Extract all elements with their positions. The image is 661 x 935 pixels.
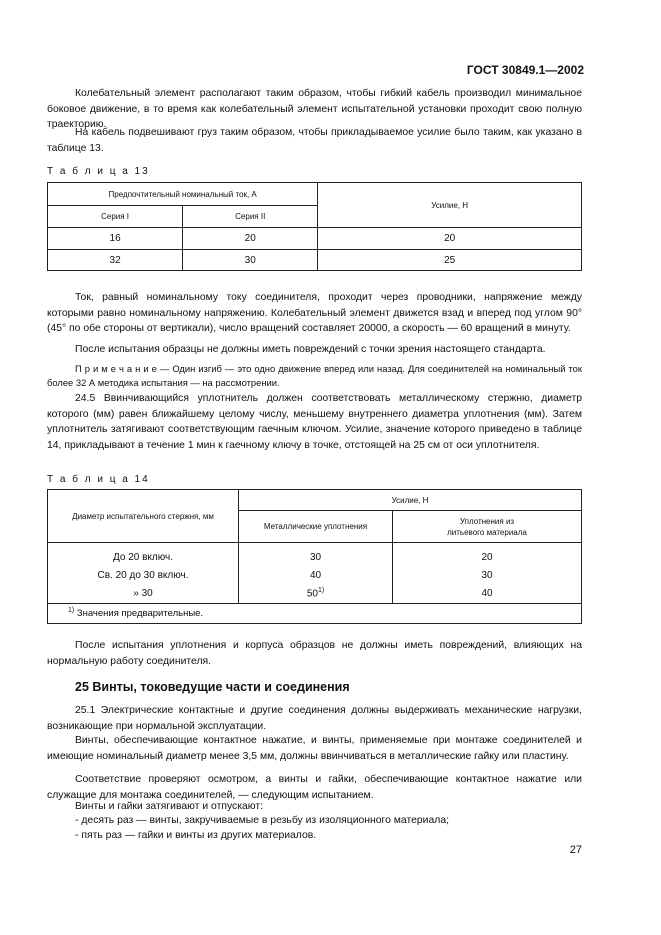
list-item: - десять раз — винты, закручиваемые в резьбу из изоляционного материала; (75, 815, 449, 826)
table13-caption: Т а б л и ц а 13 (47, 166, 150, 177)
paragraph: 24.5 Ввинчивающийся уплотнитель должен соответствовать металлическому стержню, диаметр которого (мм) равен ближайшему целому числу, меньшему внутреннего диаметра уплотнения (мм). Затем уплотнитель затягивают соответствующим гаечным ключом. Усилие, значение которого приведено в таблице 14, прикладывают в течение 1 мин к гаечному ключу в точке, отстоящей на 25 см от оси уплотнителя. (47, 393, 582, 451)
table-row (48, 228, 582, 250)
paragraph: После испытания уплотнения и корпуса образцов не должны иметь повреждений, влияющих на нормальную работу соединителя. (47, 640, 582, 667)
cell: До 20 включ. (48, 543, 239, 567)
table14-caption: Т а б л и ц а 14 (47, 474, 150, 485)
cell: 32 (48, 250, 183, 271)
header-metal: Металлические уплотнения (239, 511, 393, 543)
header-force: Усилие, Н (318, 183, 582, 228)
cell: 20 (393, 543, 582, 567)
cell: 25 (318, 250, 582, 271)
list-item: - пять раз — гайки и винты из других материалов. (75, 830, 317, 841)
cell: 20 (183, 228, 318, 250)
paragraph: Ток, равный номинальному току соединителя, проходит через проводники, напряжение между которыми равно номинальному напряжению. Колебательный элемент движется взад и вперед под углом 90° (45° по обе стороны от вертикали), число вращений составляет 20000, а скорость — 60 вращений в минуту. (47, 292, 582, 334)
cell: 20 (318, 228, 582, 250)
note-label: П р и м е ч а н и е (75, 363, 157, 374)
header-force: Усилие, Н (239, 490, 582, 511)
header-current: Предпочтительный номинальный ток, А (48, 183, 318, 206)
paragraph: Соответствие проверяют осмотром, а винты и гайки, обеспечивающие контактное нажатие или служащие для монтажа соединителей, — следующим испытанием. (47, 774, 582, 801)
cell: » 30 (48, 584, 239, 604)
cell: Св. 20 до 30 включ. (48, 567, 239, 584)
note: П р и м е ч а н и е — Один изгиб — это одно движение вперед или назад. Для соединителей на номинальный ток более 32 А методика испытания — на рассмотрении. (47, 363, 582, 388)
table-footnote: $^{1)}$ Значения предварительные. (48, 604, 582, 624)
paragraph: После испытания образцы не должны иметь повреждений с точки зрения настоящего стандарта. (75, 344, 546, 355)
cell: 30 (183, 250, 318, 271)
cell: 30 (393, 567, 582, 584)
paragraph: Колебательный элемент располагают таким образом, чтобы гибкий кабель производил минимальное боковое движение, в то время как колебательный элемент испытательной установки проходит свою полную траекторию. (47, 88, 582, 130)
section-heading: 25 Винты, токоведущие части и соединения (75, 680, 350, 694)
cell: 50$^{1)}$ (239, 584, 393, 604)
footnote-mark: 1) (317, 587, 325, 595)
page-number: 27 (569, 844, 582, 856)
cell: 40 (393, 584, 582, 604)
table-row (48, 567, 582, 584)
header-cast: Уплотнения из литьевого материала (393, 511, 582, 543)
header-series-2: Серия II (183, 206, 318, 228)
paragraph: На кабель подвешивают груз таким образом, чтобы прикладываемое усилие было таким, как указано в таблице 13. (47, 127, 582, 154)
header-diameter: Диаметр испытательного стержня, мм (48, 490, 239, 543)
paragraph: Винты, обеспечивающие контактное нажатие, и винты, применяемые при монтаже соединителей и имеющие номинальный диаметр менее 3,5 мм, должны ввинчиваться в металлические гайку или пластину. (47, 735, 582, 762)
paragraph: 25.1 Электрические контактные и другие соединения должны выдерживать механические нагрузки, возникающие при нормальной эксплуатации. (47, 705, 582, 732)
header-series-1: Серия I (48, 206, 183, 228)
table-row (48, 250, 582, 271)
cell: 16 (48, 228, 183, 250)
cell: 30 (239, 543, 393, 567)
standard-number: ГОСТ 30849.1—2002 (466, 63, 584, 77)
table-14 (47, 489, 582, 624)
cell: 40 (239, 567, 393, 584)
table-13 (47, 182, 582, 271)
table-row (48, 543, 582, 567)
table-row (48, 584, 582, 604)
paragraph: Винты и гайки затягивают и отпускают: (75, 801, 264, 812)
